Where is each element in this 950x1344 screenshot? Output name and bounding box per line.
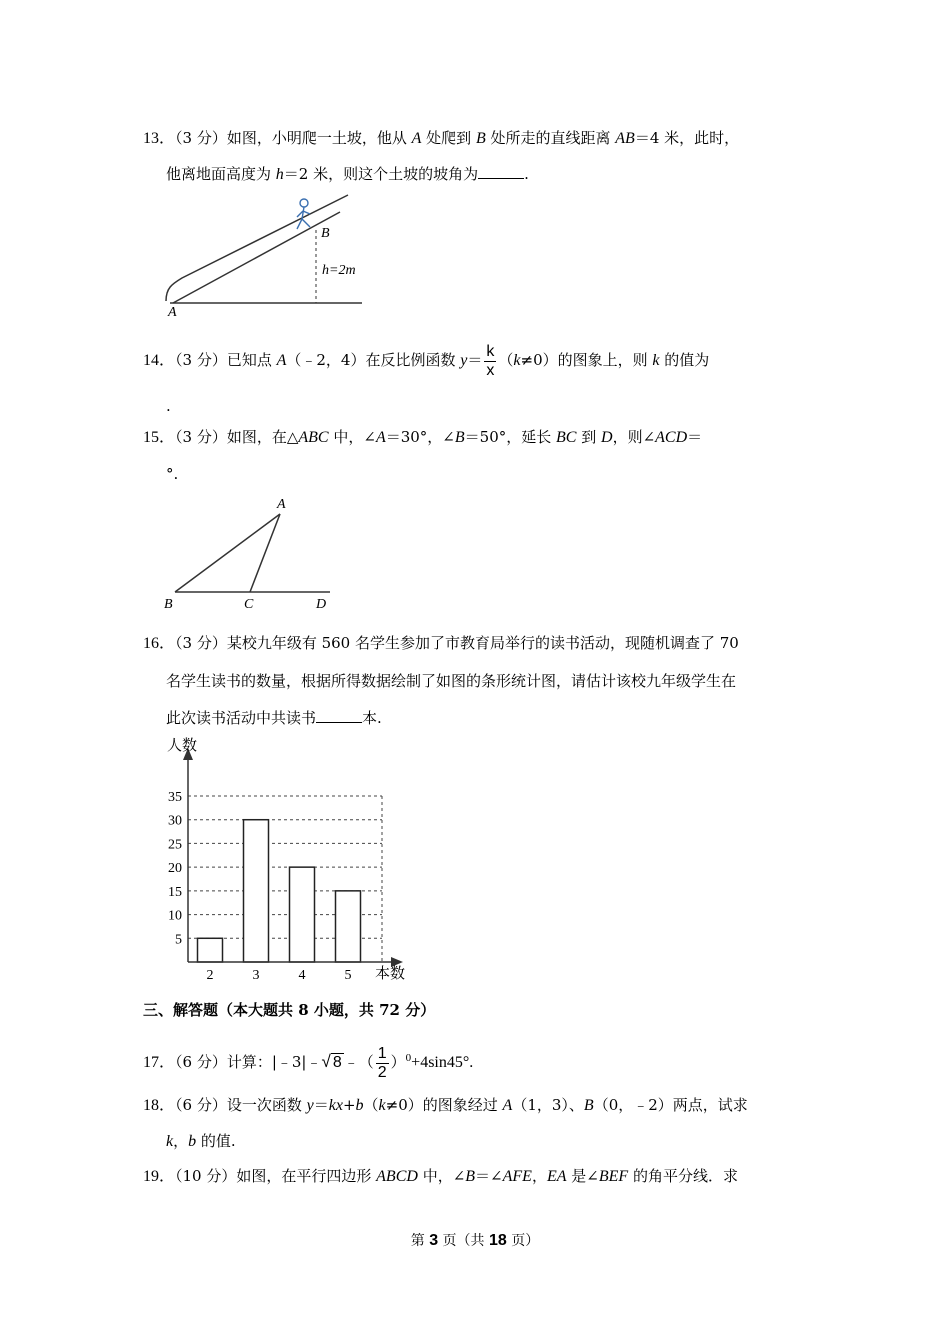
q13-line2: 他离地面高度为 h＝2 米，则这个土坡的坡角为 . <box>166 165 529 183</box>
bar-2 <box>198 938 223 962</box>
sqrt-8: √ 8 <box>321 1052 342 1071</box>
x-tick-label: 5 <box>344 968 352 983</box>
page-footer: 第 3 页（共 18 页） <box>410 1232 540 1249</box>
q17-line: 17．（6 分）计算：|﹣3|﹣√ 8 ﹣（ $\frac{1}{2}$ ）$^0$+4sin45°. <box>143 1036 473 1085</box>
label-A: A <box>277 497 286 512</box>
total-pages: 18 <box>489 1232 507 1249</box>
label-height: h=2m <box>322 263 356 278</box>
slope-figure <box>160 192 375 320</box>
label-A: A <box>168 305 177 320</box>
q14-line2: . <box>166 397 171 415</box>
triangle-figure <box>160 492 340 614</box>
fraction-k-over-x: $\frac{k}{x}$ <box>486 342 495 379</box>
q16-line3: 此次读书活动中共读书 本. <box>166 709 382 727</box>
bar-3 <box>244 820 269 962</box>
label-D: D <box>316 597 327 612</box>
x-axis-label: 本数 <box>375 966 406 982</box>
q14-line1: 14．（3 分）已知点 A（﹣2，4）在反比例函数 y＝ $\frac{k}{x}$ （k≠0）的图象上，则 k 的值为 <box>143 342 710 379</box>
y-tick-label: 25 <box>168 837 182 853</box>
x-tick-label: 4 <box>298 968 306 983</box>
climber-icon <box>297 199 310 229</box>
page-number: 3 <box>429 1232 439 1249</box>
answer-blank <box>316 707 362 723</box>
answer-blank <box>478 163 524 179</box>
bar-5 <box>336 891 361 962</box>
x-tick-label: 2 <box>206 968 214 983</box>
section-title: 三、解答题（本大题共 8 小题，共 72 分） <box>143 1001 436 1019</box>
label-C: C <box>244 597 254 612</box>
fraction-one-half: $\frac{1}{2}$ <box>377 1044 387 1081</box>
label-B: B <box>164 597 173 612</box>
slope-line-lower <box>173 212 340 303</box>
y-tick-label: 10 <box>168 908 182 924</box>
q19-line1: 19．（10 分）如图，在平行四边形 ABCD 中，∠B＝∠AFE，EA 是∠BEF 的角平分线．求 <box>143 1167 738 1185</box>
bar-chart <box>155 734 420 984</box>
q13-line1: 13．（3 分）如图，小明爬一土坡，他从 A 处爬到 B 处所走的直线距离 AB＝4 米，此时， <box>143 129 740 147</box>
q15-line2: °. <box>166 465 179 483</box>
y-tick-label: 20 <box>168 861 182 877</box>
q16-line1: 16．（3 分）某校九年级有 560 名学生参加了市教育局举行的读书活动，现随机调查了 70 <box>143 634 739 652</box>
y-tick-label: 35 <box>168 790 182 805</box>
y-tick-label: 30 <box>168 813 182 829</box>
label-B: B <box>321 226 330 241</box>
y-axis-label: 人数 <box>167 738 198 754</box>
slope-line-upper <box>166 195 348 301</box>
y-tick-label: 5 <box>175 932 182 948</box>
q18-line1: 18．（6 分）设一次函数 y＝kx+b（k≠0）的图象经过 A（1，3）、B（0，﹣2）两点，试求 <box>143 1096 748 1114</box>
bar-4 <box>290 867 315 962</box>
y-tick-label: 15 <box>168 884 182 900</box>
q15-line1: 15．（3 分）如图，在△ABC 中，∠A＝30°，∠B＝50°，延长 BC 到 D，则∠ACD＝ <box>143 428 703 446</box>
q16-line2: 名学生读书的数量，根据所得数据绘制了如图的条形统计图，请估计该校九年级学生在 <box>166 672 737 690</box>
q18-line2: k，b 的值. <box>166 1132 236 1150</box>
x-tick-label: 3 <box>252 968 260 983</box>
